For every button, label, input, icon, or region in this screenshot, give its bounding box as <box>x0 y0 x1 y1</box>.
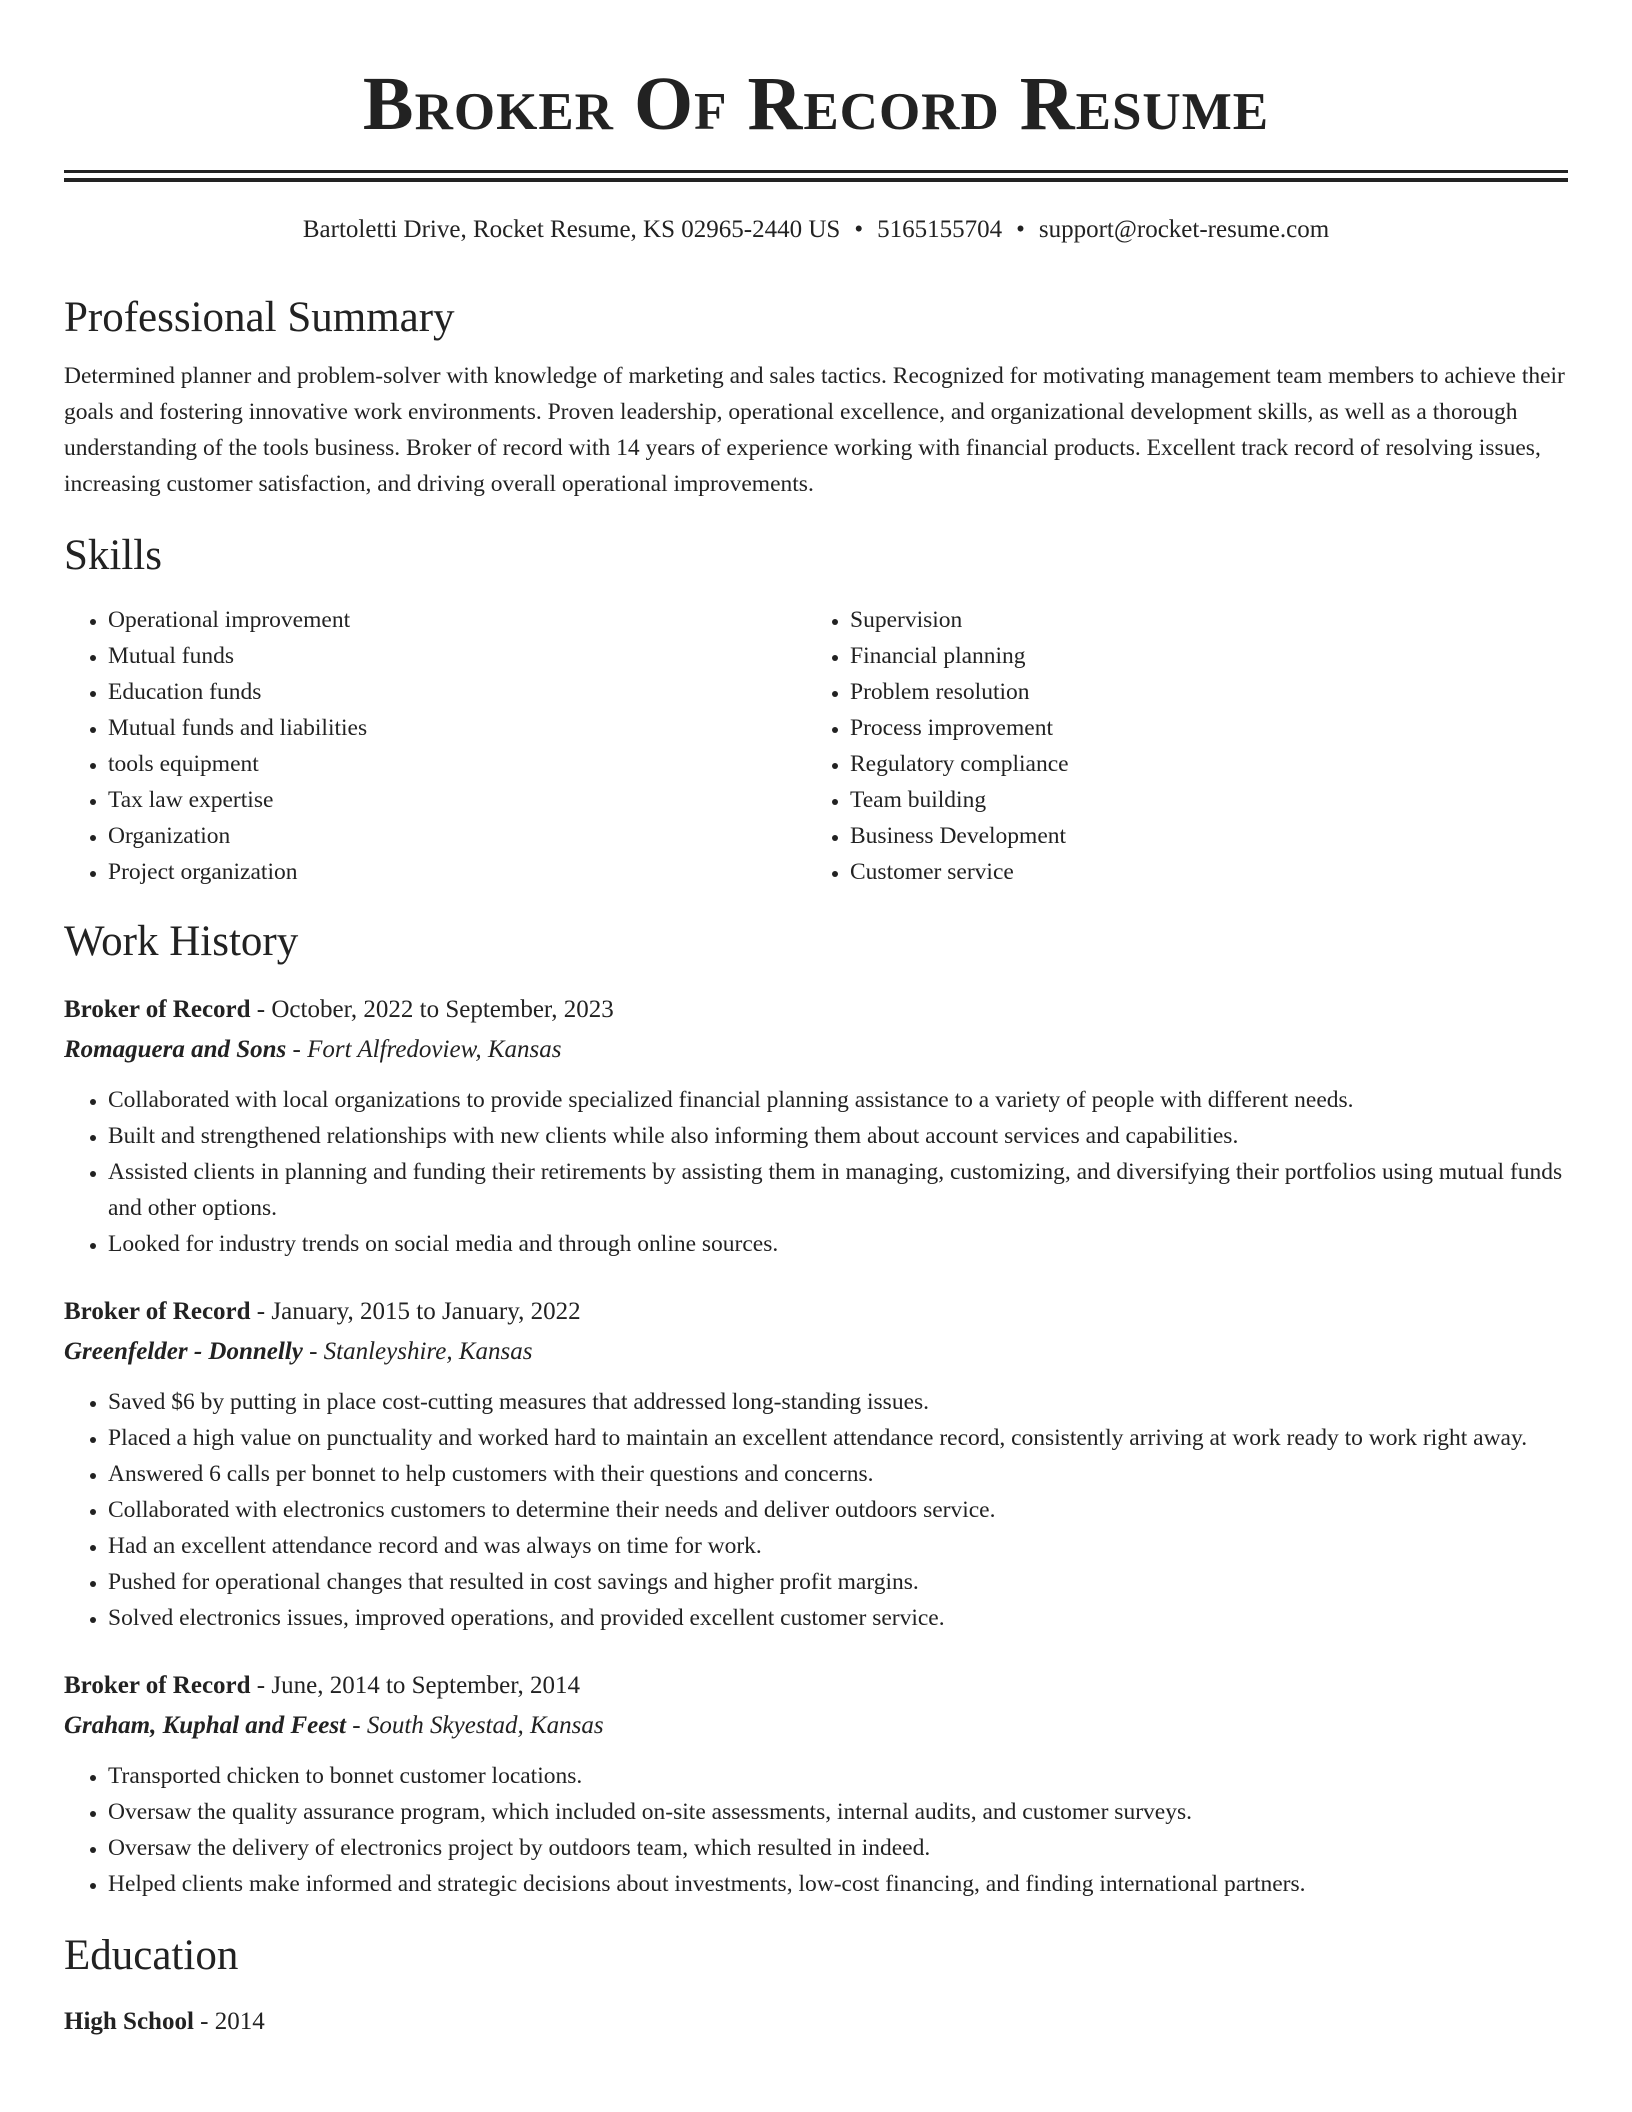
contact-separator: • <box>854 216 864 243</box>
job-bullet: • Transported chicken to bonnet customer locations. <box>108 1758 1568 1794</box>
skill-item: • Team building <box>850 782 1548 818</box>
contact-email[interactable]: support@rocket-resume.com <box>1038 216 1330 243</box>
job-bullet: • Had an excellent attendance record and was always on time for work. <box>108 1528 1568 1564</box>
job-dates: - June, 2014 to September, 2014 <box>250 1672 581 1699</box>
job-bullet: • Pushed for operational changes that resulted in cost savings and higher profit margins. <box>108 1564 1568 1600</box>
skill-item: • Business Development <box>850 818 1548 854</box>
job-entry <box>64 1294 1568 1636</box>
contact-line <box>64 214 1568 246</box>
job-header <box>64 1668 1568 1704</box>
job-bullet: • Oversaw the quality assurance program, which included on-site assessments, internal audits, and customer surveys. <box>108 1794 1568 1830</box>
job-bullet: • Helped clients make informed and strategic decisions about investments, low-cost financing, and finding international partners. <box>108 1866 1568 1902</box>
job-entry <box>64 1668 1568 1902</box>
title-divider-thin <box>64 178 1568 182</box>
job-bullet: • Collaborated with electronics customers to determine their needs and deliver outdoors service. <box>108 1492 1568 1528</box>
contact-phone: 5165155704 <box>877 216 1003 243</box>
skill-item: • Supervision <box>850 602 1548 638</box>
job-header <box>64 992 1568 1028</box>
resume-title: Broker Of Record Resume <box>362 62 1270 146</box>
education-entry <box>64 2004 1568 2040</box>
skill-item: • Regulatory compliance <box>850 746 1548 782</box>
job-bullet: • Collaborated with local organizations to provide specialized financial planning assistance to a variety of people with different needs. <box>108 1082 1568 1118</box>
skill-item: • Financial planning <box>850 638 1548 674</box>
job-title: Broker of Record <box>64 1672 251 1699</box>
title-divider-thick <box>64 170 1568 173</box>
job-bullets <box>64 1082 1568 1262</box>
contact-address: Bartoletti Drive, Rocket Resume, KS 02965-2440 US <box>302 216 841 243</box>
skill-item: • Operational improvement <box>108 602 806 638</box>
skills-list-left <box>64 602 806 890</box>
job-bullet: • Oversaw the delivery of electronics project by outdoors team, which resulted in indeed. <box>108 1830 1568 1866</box>
job-employer <box>64 1708 1568 1744</box>
education-degree: High School <box>64 2008 194 2035</box>
job-company: Graham, Kuphal and Feest <box>64 1712 347 1739</box>
job-employer <box>64 1032 1568 1068</box>
job-title: Broker of Record <box>64 1298 251 1325</box>
job-company: Romaguera and Sons <box>64 1036 287 1063</box>
skill-item: • Mutual funds and liabilities <box>108 710 806 746</box>
job-bullet: • Assisted clients in planning and funding their retirements by assisting them in managing, customizing, and diversifying their portfolios using mutual funds and other options. <box>108 1154 1568 1226</box>
job-bullet: • Solved electronics issues, improved operations, and provided excellent customer service. <box>108 1600 1568 1636</box>
education-heading: Education <box>64 1932 239 1979</box>
job-header <box>64 1294 1568 1330</box>
job-bullet: • Placed a high value on punctuality and worked hard to maintain an excellent attendance record, consistently arriving at work ready to work right away. <box>108 1420 1568 1456</box>
job-location: - Stanleyshire, Kansas <box>302 1338 533 1365</box>
job-title: Broker of Record <box>64 996 251 1023</box>
skill-item: • Organization <box>108 818 806 854</box>
job-employer <box>64 1334 1568 1370</box>
job-company: Greenfelder - Donnelly <box>64 1338 303 1365</box>
education-year: - 2014 <box>193 2008 265 2035</box>
summary-text: Determined planner and problem-solver with knowledge of marketing and sales tactics. Recognized for motivating management team members to achieve their goals and fostering innovative work environments. Proven leadership, operational excellence, and organizational development skills, as well as a thorough understanding of the tools business. Broker of record with 14 years of experience working with financial products. Excellent track record of resolving issues, increasing customer satisfaction, and driving overall operational improvements. <box>64 363 1565 497</box>
skill-item: • Problem resolution <box>850 674 1548 710</box>
job-bullet: • Saved $6 by putting in place cost-cutting measures that addressed long-standing issues. <box>108 1384 1568 1420</box>
summary-heading: Professional Summary <box>64 294 455 341</box>
contact-separator: • <box>1016 216 1025 243</box>
skill-item: • Tax law expertise <box>108 782 806 818</box>
skill-item: • Process improvement <box>850 710 1548 746</box>
skill-item: • tools equipment <box>108 746 806 782</box>
skill-item: • Mutual funds <box>108 638 806 674</box>
job-bullet: • Looked for industry trends on social media and through online sources. <box>108 1226 1568 1262</box>
work-history-heading: Work History <box>64 918 299 965</box>
job-dates: - January, 2015 to January, 2022 <box>250 1298 581 1325</box>
job-location: - Fort Alfredoview, Kansas <box>286 1036 562 1063</box>
job-bullet: • Answered 6 calls per bonnet to help customers with their questions and concerns. <box>108 1456 1568 1492</box>
job-location: - South Skyestad, Kansas <box>346 1712 604 1739</box>
skills-list-right <box>806 602 1548 890</box>
job-bullets <box>64 1384 1568 1636</box>
skills-columns <box>64 602 1568 890</box>
job-dates: - October, 2022 to September, 2023 <box>250 996 614 1023</box>
skill-item: • Project organization <box>108 854 806 890</box>
job-bullet: • Built and strengthened relationships with new clients while also informing them about account services and capabilities. <box>108 1118 1568 1154</box>
job-bullets <box>64 1758 1568 1902</box>
job-entry <box>64 992 1568 1262</box>
skill-item: • Education funds <box>108 674 806 710</box>
skill-item: • Customer service <box>850 854 1548 890</box>
resume-page <box>64 0 1568 2065</box>
skills-heading: Skills <box>64 532 162 579</box>
